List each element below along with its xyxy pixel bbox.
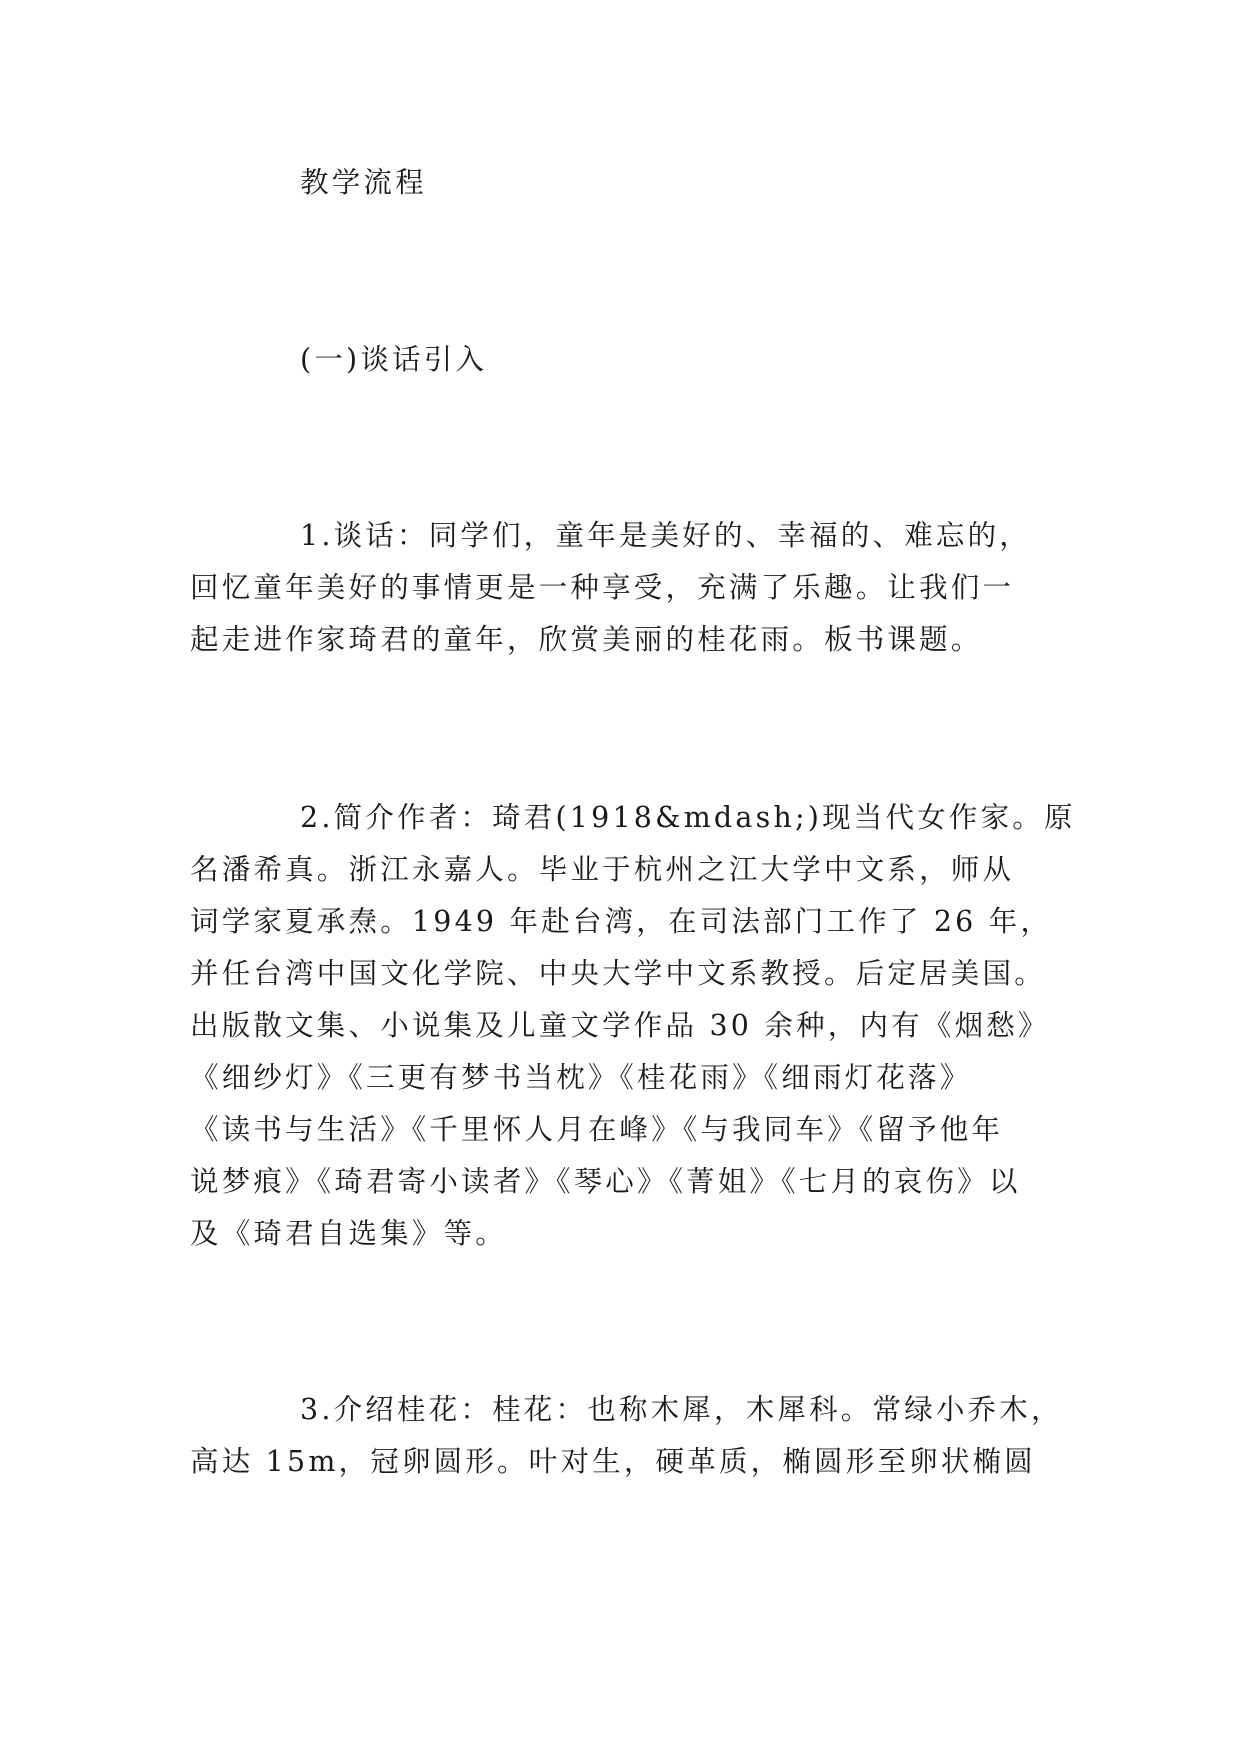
paragraph-line: 词学家夏承焘。1949 年赴台湾，在司法部门工作了 26 年，: [190, 905, 1053, 938]
paragraph-line: 3.介绍桂花：桂花：也称木犀，木犀科。常绿小乔木，: [300, 1393, 1063, 1426]
page-heading: 教学流程: [300, 166, 427, 199]
paragraph-line: 名潘希真。浙江永嘉人。毕业于杭州之江大学中文系，师从: [190, 853, 1015, 886]
paragraph-line: 《细纱灯》《三更有梦书当枕》《桂花雨》《细雨灯花落》: [190, 1061, 972, 1094]
paragraph-line: 回忆童年美好的事情更是一种享受，充满了乐趣。让我们一: [190, 571, 1015, 604]
paragraph-line: 及《琦君自选集》等。: [190, 1217, 508, 1250]
paragraph-line: 1.谈话：同学们，童年是美好的、幸福的、难忘的，: [300, 519, 1031, 552]
paragraph-line: 高达 15m，冠卵圆形。叶对生，硬革质，椭圆形至卵状椭圆: [190, 1445, 1036, 1478]
paragraph-line: 起走进作家琦君的童年，欣赏美丽的桂花雨。板书课题。: [190, 623, 983, 656]
section-title: (一)谈话引入: [300, 343, 488, 376]
paragraph-line: 《读书与生活》《千里怀人月在峰》《与我同车》《留予他年: [190, 1113, 1004, 1146]
paragraph-line: 并任台湾中国文化学院、中央大学中文系教授。后定居美国。: [190, 957, 1046, 990]
paragraph-line: 出版散文集、小说集及儿童文学作品 30 余种，内有《烟愁》: [190, 1009, 1050, 1042]
paragraph-line: 2.简介作者：琦君(1918&mdash;)现当代女作家。原: [300, 801, 1076, 834]
paragraph-line: 说梦痕》《琦君寄小读者》《琴心》《菁姐》《七月的哀伤》以: [190, 1165, 1021, 1198]
